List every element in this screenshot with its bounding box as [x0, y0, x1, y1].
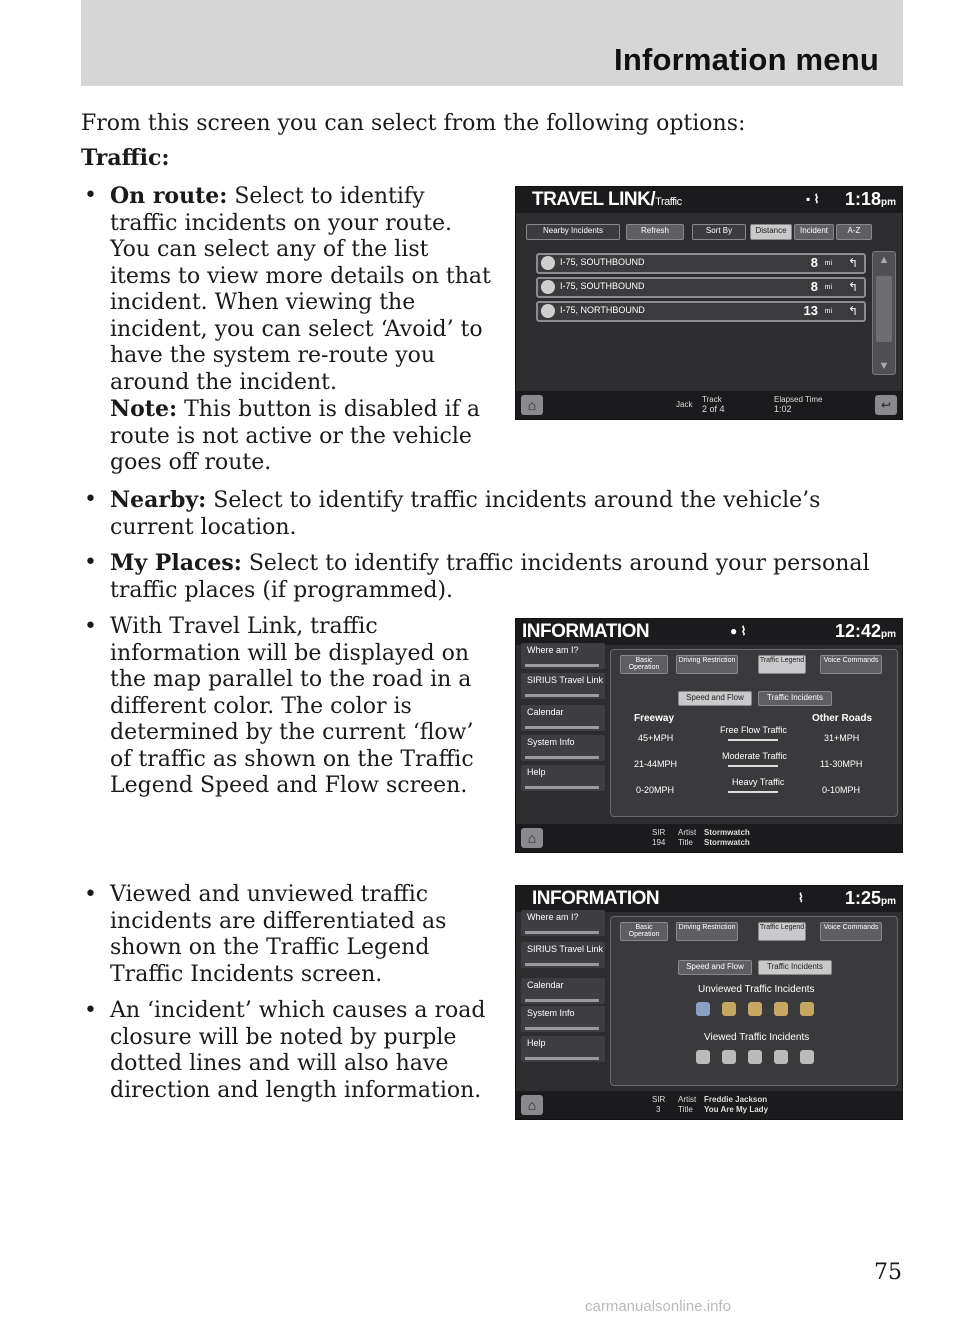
text-line: Select to identify traffic incidents around your personal — [248, 551, 870, 576]
home-icon[interactable]: ⌂ — [521, 1095, 543, 1115]
other-speed: 11-30MPH — [820, 759, 863, 769]
text-line: goes off route. — [110, 450, 272, 475]
footer-source: SIR — [652, 1095, 666, 1104]
text-line: An ‘incident’ which causes a road — [110, 998, 486, 1023]
text-line: around the incident. — [110, 369, 337, 395]
footer-source: SIR — [652, 828, 666, 837]
clock-suffix: pm — [881, 197, 896, 208]
clock-time: 12:42 — [834, 621, 881, 641]
other-speed: 31+MPH — [824, 733, 860, 743]
subtab-speed-and-flow[interactable]: Speed and Flow — [678, 691, 752, 706]
text-line: determined by the current ‘flow’ — [110, 720, 474, 745]
footer-watermark: carmanualsonline.info — [585, 1298, 731, 1315]
page-number: 75 — [874, 1260, 902, 1285]
my-places-text — [110, 550, 910, 604]
nearby-incidents-label: Nearby Incidents — [526, 224, 620, 240]
subtab-traffic-incidents[interactable]: Traffic Incidents — [758, 960, 832, 975]
text-line: Legend Speed and Flow screen. — [110, 773, 468, 798]
incident-icon — [696, 1050, 710, 1064]
incident-icon — [774, 1002, 788, 1016]
text-line: Select to identify — [234, 184, 425, 209]
text-line: traffic incidents on your route. — [110, 210, 452, 236]
travel-link-screenshot — [515, 186, 903, 420]
viewed-text — [110, 882, 500, 988]
traffic-heading: Traffic: — [81, 145, 170, 171]
back-icon[interactable]: ↩ — [875, 395, 897, 415]
incident-icon — [774, 1050, 788, 1064]
text-line: different color. The color is — [110, 693, 412, 719]
bullet: • — [84, 882, 97, 907]
other-speed: 0-10MPH — [822, 785, 861, 795]
incident-distance: 13 — [803, 303, 818, 318]
scroll-up-icon[interactable]: ▲ — [878, 254, 890, 266]
bullet: • — [84, 998, 97, 1023]
scroll-thumb[interactable] — [876, 276, 892, 342]
text-line: information will be displayed on — [110, 640, 469, 666]
title-text: TRAVEL LINK/ — [532, 189, 656, 210]
on-route-text — [110, 183, 510, 477]
note-term: Note: — [110, 396, 178, 422]
turn-arrow-icon: ↰ — [847, 280, 858, 294]
footer-artist-label: Artist — [678, 1095, 697, 1104]
text-line: of traffic as shown on the Traffic — [110, 746, 474, 772]
text-line: Select to identify traffic incidents around the vehicle’s — [213, 488, 821, 513]
sort-incident-button[interactable]: Incident — [794, 224, 834, 240]
sidebar-item-calendar[interactable]: Calendar — [521, 705, 605, 731]
clock-time: 1:25 — [844, 888, 881, 908]
incident-label: I-75, SOUTHBOUND — [560, 257, 645, 267]
text-line: have the system re-route you — [110, 343, 436, 368]
clock — [845, 888, 896, 909]
sidebar-item-travel-link[interactable]: SIRIUS Travel Link — [521, 942, 605, 968]
sort-by-label: Sort By — [692, 224, 746, 240]
incident-icon — [722, 1002, 736, 1016]
tab-voice-commands[interactable]: Voice Commands — [820, 655, 882, 674]
clock — [835, 621, 896, 642]
page-header — [81, 0, 903, 86]
footer-track-label: Track — [702, 395, 722, 404]
incident-row[interactable] — [536, 277, 866, 298]
incident-distance: 8 — [810, 255, 818, 270]
text-line: items to view more details on that — [110, 263, 491, 289]
footer-elapsed-label: Elapsed Time — [774, 395, 823, 404]
incident-icon — [541, 280, 555, 294]
footer-artist-label: Artist — [678, 828, 697, 837]
incident-unit: mi — [824, 260, 832, 267]
tab-traffic-legend[interactable]: Traffic Legend — [758, 655, 806, 674]
text-line: shown on the Traffic Legend — [110, 935, 430, 960]
tab-basic-operation[interactable]: Basic Operation — [620, 922, 668, 941]
incident-icon — [800, 1002, 814, 1016]
incident-icon — [748, 1050, 762, 1064]
nearby-term: Nearby: — [110, 487, 207, 513]
text-line: Viewed and unviewed traffic — [110, 882, 429, 907]
sidebar-item-where-am-i[interactable]: Where am I? — [521, 643, 605, 669]
home-icon[interactable]: ⌂ — [521, 828, 543, 848]
flow-label: Moderate Traffic — [722, 751, 787, 761]
incident-row[interactable] — [536, 253, 866, 274]
footer-source: Jack — [676, 400, 693, 409]
subtab-traffic-incidents[interactable]: Traffic Incidents — [758, 691, 832, 706]
scroll-down-icon[interactable]: ▼ — [878, 360, 890, 372]
footer-artist-value: Freddie Jackson — [704, 1095, 768, 1104]
sidebar-item-help[interactable]: Help — [521, 765, 605, 791]
clock-time: 1:18 — [844, 189, 881, 209]
page-title: Information menu — [614, 42, 879, 77]
clock-suffix: pm — [881, 629, 896, 640]
sidebar-item-system-info[interactable]: System Info — [521, 1006, 605, 1032]
sidebar-item-system-info[interactable]: System Info — [521, 735, 605, 761]
incident-icon — [541, 256, 555, 270]
subtab-speed-and-flow[interactable]: Speed and Flow — [678, 960, 752, 975]
clock — [845, 189, 896, 210]
flow-arrow-icon — [728, 739, 778, 741]
status-icons: ● ⌇ — [730, 624, 747, 638]
scrollbar[interactable] — [872, 251, 896, 375]
text-line: route is not active or the vehicle — [110, 423, 472, 449]
unviewed-incidents-label: Unviewed Traffic Incidents — [698, 984, 815, 995]
sort-az-button[interactable]: A-Z — [836, 224, 872, 240]
tab-driving-restriction[interactable]: Driving Restriction — [676, 655, 738, 674]
incident-unit: mi — [824, 284, 832, 291]
viewed-incidents-label: Viewed Traffic Incidents — [704, 1032, 810, 1043]
incident-label: I-75, NORTHBOUND — [560, 305, 645, 315]
incident-label: I-75, SOUTHBOUND — [560, 281, 645, 291]
incident-icon — [541, 304, 555, 318]
on-route-term: On route: — [110, 183, 228, 209]
traffic-incidents-screenshot — [515, 885, 903, 1120]
footer-title-label: Title — [678, 1105, 693, 1114]
freeway-speed: 21-44MPH — [634, 759, 678, 769]
sidebar-item-calendar[interactable]: Calendar — [521, 978, 605, 1004]
flow-arrow-icon — [728, 791, 778, 793]
other-roads-label: Other Roads — [812, 713, 873, 724]
my-places-term: My Places: — [110, 550, 242, 576]
sidebar-item-help[interactable]: Help — [521, 1036, 605, 1062]
text-line: incidents are differentiated as — [110, 908, 447, 934]
nearby-text — [110, 487, 910, 541]
footer-track-value: 2 of 4 — [702, 404, 725, 414]
text-line: direction and length information. — [110, 1077, 482, 1103]
text-line: You can select any of the list — [110, 237, 429, 262]
incident-text — [110, 998, 500, 1104]
footer-title-value: You Are My Lady — [704, 1105, 769, 1114]
text-line: traffic places (if programmed). — [110, 577, 454, 603]
incident-row[interactable] — [536, 301, 866, 322]
text-line: current location. — [110, 514, 297, 540]
text-line: dotted lines and will also have — [110, 1051, 449, 1076]
title-sub: Traffic — [655, 196, 682, 208]
text-line: closure will be noted by purple — [110, 1024, 457, 1050]
bullet: • — [84, 614, 97, 639]
footer-artist-value: Stormwatch — [704, 828, 750, 837]
incident-icon — [696, 1002, 710, 1016]
incident-icon — [748, 1002, 762, 1016]
turn-arrow-icon: ↰ — [847, 256, 858, 270]
freeway-label: Freeway — [634, 713, 675, 724]
flow-arrow-icon — [728, 765, 778, 767]
text-line: incident, you can select ‘Avoid’ to — [110, 316, 483, 342]
freeway-speed: 0-20MPH — [636, 785, 675, 795]
tab-driving-restriction[interactable]: Driving Restriction — [676, 922, 738, 941]
sidebar-item-travel-link[interactable]: SIRIUS Travel Link — [521, 673, 605, 699]
screen-title: INFORMATION — [522, 621, 650, 642]
footer-title-label: Title — [678, 838, 693, 847]
footer-channel: 3 — [656, 1105, 661, 1114]
flow-label: Free Flow Traffic — [720, 725, 787, 735]
tab-traffic-legend[interactable]: Traffic Legend — [758, 922, 806, 941]
text-line: With Travel Link, traffic — [110, 614, 378, 639]
sort-distance-button[interactable]: Distance — [750, 224, 792, 240]
tab-voice-commands[interactable]: Voice Commands — [820, 922, 882, 941]
footer-title-value: Stormwatch — [704, 838, 750, 847]
footer-channel: 194 — [652, 838, 666, 847]
travel-link-text — [110, 614, 500, 800]
incident-icon — [800, 1050, 814, 1064]
intro-text: From this screen you can select from the following options: — [81, 111, 746, 136]
flow-label: Heavy Traffic — [732, 777, 785, 787]
text-line: This button is disabled if a — [184, 397, 480, 422]
text-line: the map parallel to the road in a — [110, 667, 472, 692]
text-line: incident. When viewing the — [110, 290, 416, 315]
clock-suffix: pm — [881, 896, 896, 907]
sidebar-item-where-am-i[interactable]: Where am I? — [521, 910, 605, 936]
speed-flow-screenshot — [515, 618, 903, 853]
screen-title: INFORMATION — [532, 888, 660, 909]
incident-distance: 8 — [810, 279, 818, 294]
text-line: Traffic Incidents screen. — [110, 961, 383, 987]
footer-elapsed-value: 1:02 — [774, 404, 792, 414]
status-icons: ⌇ — [798, 891, 804, 905]
bullet: • — [84, 487, 97, 512]
bullet: • — [84, 550, 97, 575]
incident-icon — [722, 1050, 736, 1064]
bullet: • — [84, 183, 97, 208]
status-icons: ▪ ⌇ — [806, 192, 820, 206]
screen-title — [532, 189, 682, 211]
tab-basic-operation[interactable]: Basic Operation — [620, 655, 668, 674]
turn-arrow-icon: ↰ — [847, 304, 858, 318]
refresh-button[interactable]: Refresh — [626, 224, 684, 240]
home-icon[interactable]: ⌂ — [521, 395, 543, 415]
incident-unit: mi — [824, 308, 832, 315]
freeway-speed: 45+MPH — [638, 733, 674, 743]
